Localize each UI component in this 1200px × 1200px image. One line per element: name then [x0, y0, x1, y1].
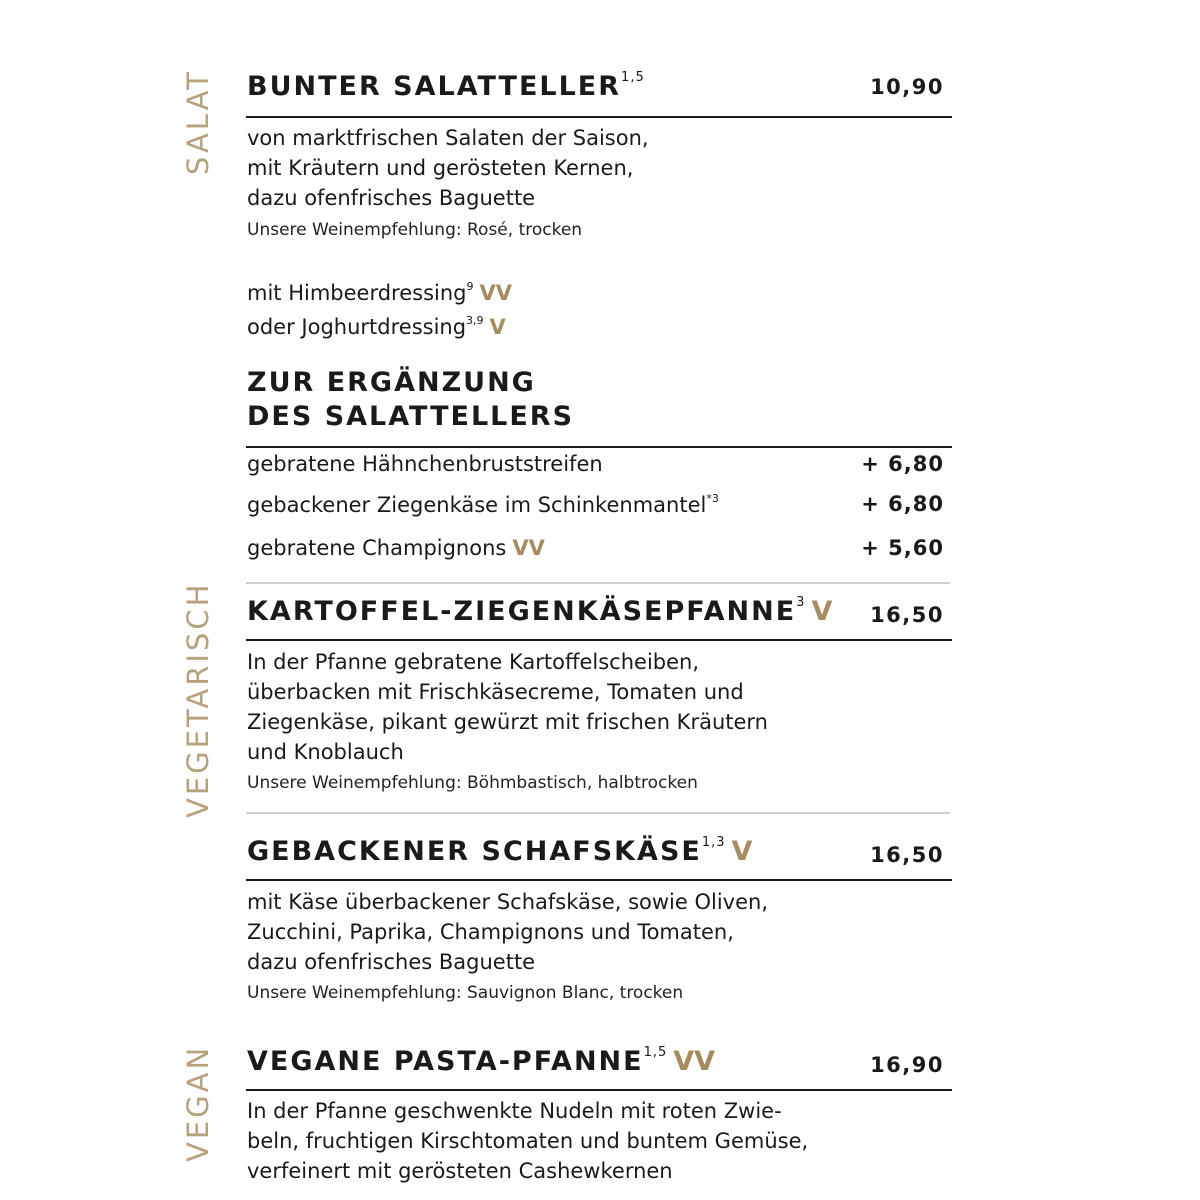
dish-title-kartoffel: KARTOFFEL-ZIEGENKÄSEPFANNE$^3$ V — [247, 595, 833, 627]
dish-title-pasta: VEGANE PASTA-PFANNE$^{1,5}$ VV — [247, 1045, 716, 1077]
category-label-vegetarisch: VEGETARISCH — [181, 581, 215, 818]
dish-price-salatteller: 10,90 — [870, 75, 944, 99]
dressing-option: mit Himbeerdressing$^9$ VV — [247, 280, 513, 305]
addon-item: gebratene Hähnchenbruststreifen — [247, 452, 603, 476]
dish-description-schafskaese: mit Käse überbackener Schafskäse, sowie Oliven, Zucchini, Paprika, Champignons und Tomaten, dazu ofenfrisches Baguette — [247, 890, 769, 974]
dish-description-kartoffel: In der Pfanne gebratene Kartoffelscheiben, überbacken mit Frischkäsecreme, Tomaten und Ziegenkäse, pikant gewürzt mit frischen Kräutern und Knoblauch — [247, 650, 768, 764]
divider — [246, 879, 952, 881]
section-divider — [246, 812, 950, 814]
dish-description-pasta: In der Pfanne geschwenkte Nudeln mit roten Zwie- beln, fruchtigen Kirschtomaten und buntem Gemüse, verfeinert mit gerösteten Cashewkernen — [247, 1099, 809, 1183]
vegan-mark-icon: VV — [479, 281, 513, 305]
vegetarian-mark-icon: V — [811, 596, 833, 627]
divider — [246, 116, 952, 118]
dish-price-kartoffel: 16,50 — [870, 603, 944, 627]
addon-price: + 6,80 — [861, 492, 944, 516]
vegan-mark-icon: VV — [512, 536, 545, 560]
dressing-option: oder Joghurtdressing$^{3,9}$ V — [247, 314, 506, 339]
dish-title-salatteller: BUNTER SALATTELLER$^{1,5}$ — [247, 70, 645, 102]
addon-item: gebackener Ziegenkäse im Schinkenmantel$^{*3}$ — [247, 492, 719, 517]
divider — [246, 639, 952, 641]
divider — [246, 446, 952, 448]
dish-title-schafskaese: GEBACKENER SCHAFSKÄSE$^{1,3}$ V — [247, 835, 753, 867]
dish-description-salatteller: von marktfrischen Salaten der Saison, mit Kräutern und gerösteten Kernen, dazu ofenfrisches Baguette — [247, 126, 649, 210]
wine-recommendation-schafskaese: Unsere Weinempfehlung: Sauvignon Blanc, trocken — [247, 983, 684, 1003]
addon-price: + 5,60 — [861, 536, 944, 560]
dish-price-schafskaese: 16,50 — [870, 843, 944, 867]
divider — [246, 1089, 952, 1091]
vegetarian-mark-icon: V — [731, 836, 753, 867]
dish-price-pasta: 16,90 — [870, 1053, 944, 1077]
wine-recommendation-kartoffel: Unsere Weinempfehlung: Böhmbastisch, halbtrocken — [247, 773, 698, 793]
addon-item: gebratene Champignons VV — [247, 536, 545, 560]
section-divider — [246, 582, 950, 584]
vegan-mark-icon: VV — [673, 1046, 716, 1077]
vegetarian-mark-icon: V — [489, 315, 506, 339]
addon-price: + 6,80 — [861, 452, 944, 476]
category-label-vegan: VEGAN — [181, 1044, 215, 1162]
category-label-salat: SALAT — [181, 69, 215, 175]
wine-recommendation-salatteller: Unsere Weinempfehlung: Rosé, trocken — [247, 220, 583, 240]
section-title-ergaenzung: ZUR ERGÄNZUNG DES SALATTELLERS — [247, 367, 575, 432]
